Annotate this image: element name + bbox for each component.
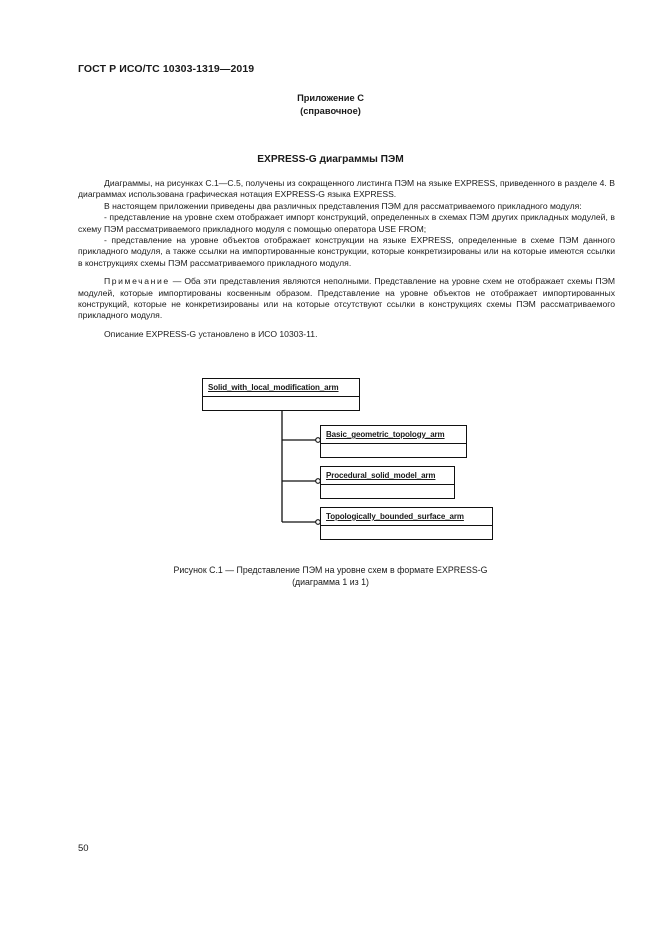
paragraph-3: - представление на уровне схем отображает импорт конструкций, определенных в схемах ПЭМ других прикладных модулей, в схему ПЭМ рассматриваемого прикладного модуля с помощью оператора USE FROM; bbox=[78, 212, 615, 234]
schema-box-procedural-solid-model bbox=[320, 466, 455, 499]
page-number: 50 bbox=[78, 843, 89, 854]
annex-kind: (справочное) bbox=[300, 105, 361, 116]
note-text: — Оба эти представления являются неполными. Представление на уровне схем не отображает схемы ПЭМ модулей, которые импортированы косвенным образом. Представление на уровне объектов не отображает импортированных конструкций, которые не конкретизированы или на которые отсутствуют ссылки в конструкциях схемы ПЭМ рассматриваемого прикладного модуля. bbox=[78, 276, 615, 321]
section-title: EXPRESS-G диаграммы ПЭМ bbox=[257, 154, 404, 165]
paragraph-4: - представление на уровне объектов отображает конструкции на языке EXPRESS, определенные в схеме ПЭМ данного прикладного модуля, а также ссылки на импортированные конструкции, которые конкретизированы или на которые имеются ссылки в конструкциях схемы ПЭМ рассматриваемого прикладного модуля. bbox=[78, 235, 615, 268]
schema-box-topologically-bounded-surface bbox=[320, 507, 493, 540]
figure-caption-line-2: (диаграмма 1 из 1) bbox=[292, 577, 369, 587]
schema-name-root: Solid_with_local_modification_arm bbox=[203, 379, 359, 397]
document-header: ГОСТ Р ИСО/ТС 10303-1319—2019 bbox=[78, 63, 255, 75]
schema-name-basic-geometric-topology: Basic_geometric_topology_arm bbox=[321, 426, 466, 444]
schema-box-basic-geometric-topology bbox=[320, 425, 467, 458]
schema-name-procedural-solid-model: Procedural_solid_model_arm bbox=[321, 467, 454, 485]
figure-caption-line-1: Рисунок С.1 — Представление ПЭМ на уровне схем в формате EXPRESS-G bbox=[173, 565, 488, 575]
paragraph-2: В настоящем приложении приведены два различных представления ПЭМ для рассматриваемого прикладного модуля: bbox=[104, 200, 582, 211]
paragraph-5: Описание EXPRESS-G установлено в ИСО 10303-11. bbox=[104, 328, 318, 339]
annex-title: Приложение С bbox=[297, 93, 364, 103]
schema-box-root bbox=[202, 378, 360, 411]
paragraph-1: Диаграммы, на рисунках С.1—С.5, получены из сокращенного листинга ПЭМ на языке EXPRESS, приведенного в разделе 4. В диаграммах использована графическая нотация EXPRESS-G языка EXPRESS. bbox=[78, 178, 615, 200]
figure-caption bbox=[0, 564, 661, 588]
note-label: Примечание bbox=[104, 276, 170, 287]
schema-name-topologically-bounded-surface: Topologically_bounded_surface_arm bbox=[321, 508, 492, 526]
